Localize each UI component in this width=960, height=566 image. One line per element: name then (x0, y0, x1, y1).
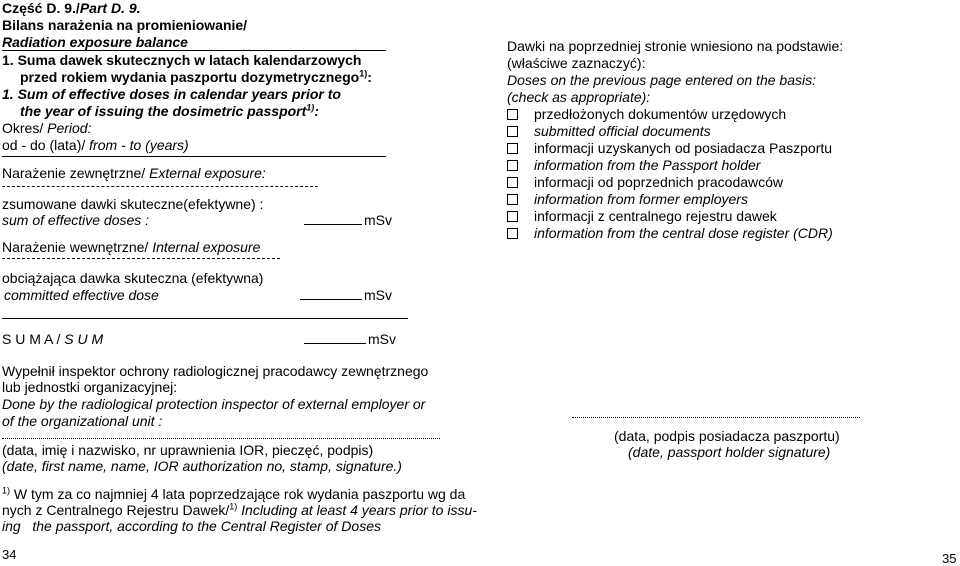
option-label: submitted official documents (534, 123, 711, 139)
part-heading (2, 0, 141, 16)
part-heading-pl: Część D. 9./ (2, 0, 80, 16)
external-dose-field[interactable] (304, 212, 392, 228)
filled-by-pl-2: lub jednostki organizacyjnej: (2, 379, 178, 395)
sum-label-en: S U M (64, 331, 104, 347)
period-range (2, 137, 189, 153)
period-input-line[interactable] (2, 156, 386, 157)
inspector-signature-line[interactable] (2, 438, 440, 439)
internal-dose-blank[interactable] (300, 287, 362, 300)
option-row[interactable] (507, 140, 832, 156)
section1-title-pl-b-text: przed rokiem wydania paszportu dozymetrycznego (20, 69, 360, 85)
option-label: informacji z centralnego rejestru dawek (534, 208, 777, 224)
option-row[interactable] (507, 174, 783, 190)
footnote-text-pl-2: nych z Centralnego Rejestru Dawek/ (2, 502, 230, 518)
committed-dose-pl: obciążająca dawka skuteczna (efektywna) (2, 270, 264, 286)
option-row[interactable] (507, 191, 748, 207)
basis-intro-pl-2: (właściwe zaznaczyć): (507, 55, 646, 71)
period-label (2, 120, 91, 136)
checkbox-icon[interactable] (507, 211, 518, 222)
footnote-text-pl-1: W tym za co najmniej 4 lata poprzedzające rok wydania paszportu wg da (13, 486, 466, 502)
internal-exposure-en: Internal exposure (152, 239, 261, 255)
checkbox-icon[interactable] (507, 126, 518, 137)
sum-dose-field[interactable] (304, 331, 396, 347)
section1-title-en-b-text: the year of issuing the dosimetric passport (20, 103, 307, 119)
page-number-left: 34 (2, 547, 17, 562)
option-label: przedłożonych dokumentów urzędowych (534, 106, 787, 122)
option-row[interactable] (507, 157, 760, 173)
footnote-ref: 1) (359, 68, 368, 79)
balance-title-en: Radiation exposure balance (2, 34, 188, 50)
holder-signature-caption-en: (date, passport holder signature) (628, 444, 831, 460)
footnote-text-en-3a: ing (2, 518, 21, 534)
balance-title-pl: Bilans narażenia na promieniowanie/ (2, 17, 248, 33)
footnote-line-3 (2, 518, 381, 534)
period-range-en: from - to (years) (89, 137, 189, 153)
page-number-right: 35 (942, 551, 957, 566)
external-exposure-divider (2, 186, 318, 187)
footnote-line-1 (2, 486, 465, 502)
external-exposure-label (2, 165, 266, 181)
msv-unit: mSv (368, 331, 396, 347)
section1-title-en-b (20, 103, 319, 119)
inspector-signature-caption-en: (date, first name, name, IOR authorization no, stamp, signature.) (2, 458, 402, 474)
holder-signature-caption-pl: (data, podpis posiadacza paszportu) (614, 428, 840, 444)
period-range-pl: od - do (lata)/ (2, 137, 86, 153)
inspector-signature-caption-pl: (data, imię i nazwisko, nr uprawnienia IOR, pieczęć, podpis) (2, 442, 374, 458)
sum-dose-blank[interactable] (304, 331, 366, 344)
checkbox-icon[interactable] (507, 194, 518, 205)
summed-doses-en: sum of effective doses : (2, 212, 150, 228)
checkbox-icon[interactable] (507, 160, 518, 171)
external-dose-blank[interactable] (304, 212, 362, 225)
part-heading-en: Part D. 9. (79, 0, 141, 16)
checkbox-icon[interactable] (507, 177, 518, 188)
external-exposure-pl: Narażenie zewnętrzne/ (2, 165, 146, 181)
sum-divider (2, 318, 408, 319)
basis-intro-pl-1: Dawki na poprzedniej stronie wniesiono na podstawie: (507, 38, 844, 54)
basis-intro-en-2: (check as appropriate): (507, 89, 651, 105)
option-label: information from former employers (534, 191, 748, 207)
option-row[interactable] (507, 208, 777, 224)
footnote-ref: 1) (306, 102, 315, 113)
footnote-text-en-2: Including at least 4 years prior to issu- (241, 502, 477, 518)
colon: : (367, 69, 372, 85)
option-label: information from the Passport holder (534, 157, 761, 173)
option-label: informacji uzyskanych od posiadacza Paszportu (534, 140, 833, 156)
period-label-en: Period: (47, 120, 92, 136)
filled-by-en-1: Done by the radiological protection inspector of external employer or (2, 396, 426, 412)
filled-by-en-2: of the organizational unit : (2, 413, 163, 429)
sum-label (2, 331, 103, 347)
colon: : (314, 103, 319, 119)
basis-intro-en-1: Doses on the previous page entered on the basis: (507, 72, 816, 88)
option-row[interactable] (507, 225, 833, 241)
option-label: information from the central dose register (CDR) (534, 225, 833, 241)
title-underline (2, 50, 386, 51)
footnote-ref: 1) (229, 501, 238, 512)
internal-exposure-pl: Narażenie wewnętrzne/ (2, 239, 149, 255)
section1-title-pl-b (20, 69, 372, 85)
option-row[interactable] (507, 123, 711, 139)
period-label-pl: Okres/ (2, 120, 44, 136)
footnote-line-2 (2, 502, 477, 518)
msv-unit: mSv (364, 287, 392, 303)
holder-signature-line[interactable] (572, 417, 860, 418)
option-row[interactable] (507, 106, 786, 122)
section1-title-en-a: 1. Sum of effective doses in calendar years prior to (2, 86, 341, 102)
footnote-marker: 1) (2, 485, 11, 496)
filled-by-pl-1: Wypełnił inspektor ochrony radiologicznej pracodawcy zewnętrznego (2, 363, 429, 379)
committed-dose-en: committed effective dose (4, 287, 159, 303)
external-exposure-en: External exposure: (149, 165, 266, 181)
summed-doses-pl: zsumowane dawki skuteczne(efektywne) : (2, 196, 264, 212)
checkbox-icon[interactable] (507, 143, 518, 154)
option-label: informacji od poprzednich pracodawców (534, 174, 784, 190)
section1-title-pl-a: 1. Suma dawek skutecznych w latach kalendarzowych (2, 52, 362, 68)
checkbox-icon[interactable] (507, 109, 518, 120)
checkbox-icon[interactable] (507, 228, 518, 239)
sum-label-pl: S U M A / (2, 331, 61, 347)
footnote-text-en-3b: the passport, according to the Central Register of Doses (32, 518, 381, 534)
internal-dose-field[interactable] (300, 287, 392, 303)
msv-unit: mSv (364, 212, 392, 228)
internal-exposure-label (2, 239, 260, 255)
internal-exposure-divider (2, 258, 280, 259)
